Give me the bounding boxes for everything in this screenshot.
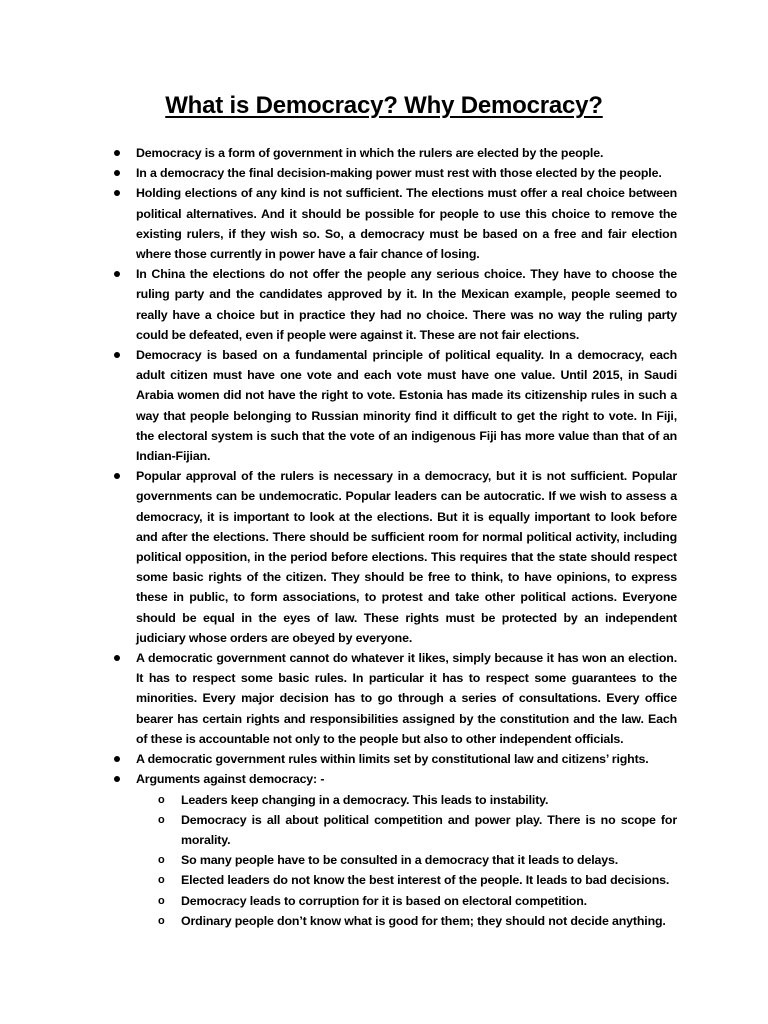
sub-list-item [136, 911, 677, 931]
list-item [0, 648, 768, 749]
bullet-icon [114, 170, 120, 176]
bullet-text: Holding elections of any kind is not sufficient. The elections must offer a real choice between political alternatives. And it should be possible for people to use this choice to remove the existing rulers, if they wish so. So, a democracy must be based on a free and fair election where those currently in power have a fair chance of losing. [136, 186, 677, 262]
list-item [0, 183, 768, 264]
bullet-icon [114, 655, 120, 661]
circle-bullet-icon: o [158, 894, 165, 907]
bullet-text: A democratic government rules within limits set by constitutional law and citizens’ rights. [136, 752, 649, 767]
bullet-icon [114, 776, 120, 782]
bullet-icon [114, 756, 120, 762]
sub-item-text: So many people have to be consulted in a democracy that it leads to delays. [181, 853, 619, 868]
list-item [0, 749, 768, 769]
circle-bullet-icon: o [158, 854, 165, 867]
list-item [0, 769, 768, 931]
bullet-icon [114, 190, 120, 196]
bullet-list [0, 143, 768, 931]
circle-bullet-icon: o [158, 914, 165, 927]
sub-item-text: Democracy is all about political competition and power play. There is no scope for morality. [181, 812, 677, 847]
bullet-text: Popular approval of the rulers is necessary in a democracy, but it is not sufficient. Popular governments can be undemocratic. Popular leaders can be autocratic. If we wish to assess a democracy, it is important to look at the elections. But it is equally important to look before and after the elections. There should be sufficient room for normal political activity, including political opposition, in the period before elections. This requires that the state should respect some basic rights of the citizen. They should be free to think, to have opinions, to express these in public, to form associations, to protest and take other political actions. Everyone should be equal in the eyes of law. These rights must be protected by an independent judiciary whose orders are obeyed by everyone. [136, 469, 677, 645]
sub-item-text: Leaders keep changing in a democracy. This leads to instability. [181, 792, 549, 807]
sub-item-text: Ordinary people don’t know what is good for them; they should not decide anything. [181, 913, 666, 928]
bullet-icon [114, 150, 120, 156]
bullet-icon [114, 473, 120, 479]
bullet-text: Democracy is a form of government in which the rulers are elected by the people. [136, 146, 604, 160]
list-item [0, 264, 768, 345]
list-item [0, 143, 768, 163]
bullet-icon [114, 352, 120, 358]
bullet-text: Arguments against democracy: - [136, 772, 325, 787]
sub-item-text: Elected leaders do not know the best interest of the people. It leads to bad decisions. [181, 873, 670, 888]
sub-list-item [136, 850, 677, 870]
circle-bullet-icon: o [158, 813, 165, 826]
page-title: What is Democracy? Why Democracy? [165, 92, 603, 119]
circle-bullet-icon: o [158, 793, 165, 806]
sub-item-text: Democracy leads to corruption for it is based on electoral competition. [181, 893, 587, 908]
list-item [0, 466, 768, 648]
bullet-text: In a democracy the final decision-making power must rest with those elected by the people. [136, 166, 662, 181]
sub-list-item [136, 790, 677, 810]
list-item [0, 345, 768, 466]
bullet-icon [114, 271, 120, 277]
bullet-text: In China the elections do not offer the people any serious choice. They have to choose the ruling party and the candidates approved by it. In the Mexican example, people seemed to really have a choice but in practice they had no choice. There was no way the ruling party could be defeated, even if people were against it. These are not fair elections. [136, 267, 677, 342]
sub-list-item [136, 870, 677, 890]
bullet-text: Democracy is based on a fundamental principle of political equality. In a democracy, each adult citizen must have one vote and each vote must have one value. Until 2015, in Saudi Arabia women did not have the right to vote. Estonia has made its citizenship rules in such a way that people belonging to Russian minority find it difficult to get the right to vote. In Fiji, the electoral system is such that the vote of an indigenous Fiji has more value than that of an Indian-Fijian. [136, 348, 677, 464]
sub-list-item [136, 891, 677, 911]
circle-bullet-icon: o [158, 874, 165, 887]
list-item [0, 163, 768, 183]
arguments-against-list [136, 790, 677, 931]
sub-list-item [136, 810, 677, 850]
bullet-text: A democratic government cannot do whatever it likes, simply because it has won an election. It has to respect some basic rules. In particular it has to respect some guarantees to the minorities. Every major decision has to go through a series of consultations. Every office bearer has certain rights and responsibilities assigned by the constitution and the law. Each of these is accountable not only to the people but also to other independent officials. [136, 651, 677, 746]
